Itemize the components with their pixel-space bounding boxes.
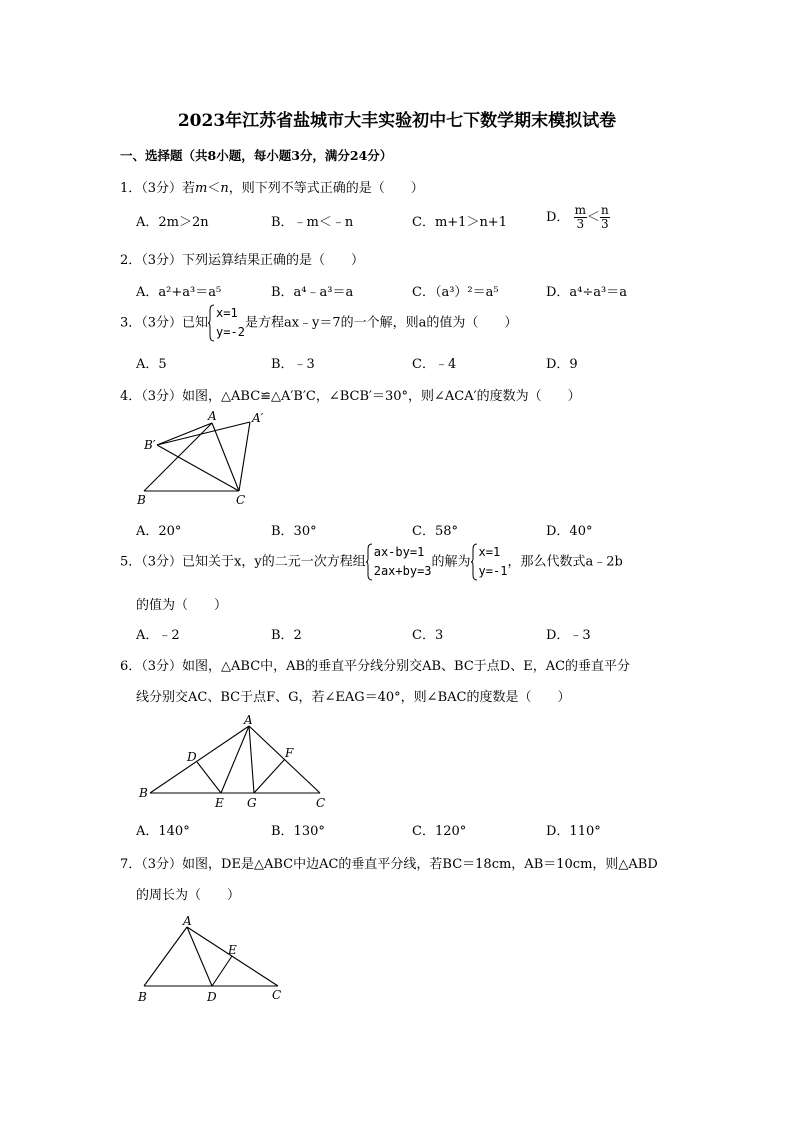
q6-option-a[interactable]: A．140°: [136, 824, 190, 839]
q1-d-den2: 3: [601, 217, 609, 231]
q3-post: 是方程ax﹣y＝7的一个解，则a的值为（ ）: [244, 315, 518, 331]
q6-figure: [130, 711, 340, 813]
q1-d-label: D．: [546, 210, 570, 225]
q4-option-b[interactable]: B．30°: [271, 524, 317, 539]
q1-option-a[interactable]: A．2m＞2n: [136, 215, 209, 230]
q1-d-num2: n: [600, 203, 609, 217]
brace-icon: [366, 543, 373, 581]
q4-label-a-prime: A′: [252, 411, 264, 425]
q3-system: [208, 304, 245, 342]
q1-pre: 1．（3分）若: [120, 181, 196, 196]
q1-lt: ＜: [207, 181, 221, 196]
exam-title: 2023年江苏省盐城市大丰实验初中七下数学期末模拟试卷: [177, 111, 617, 131]
question-2: 2．（3分）下列运算结果正确的是（ ）: [120, 253, 365, 268]
q5-option-d[interactable]: D．﹣3: [546, 628, 591, 643]
q5-post: ，那么代数式a﹣2b: [507, 554, 623, 570]
q5-sys1-row1: ax-by=1: [373, 545, 425, 559]
q5-option-b[interactable]: B．2: [271, 628, 302, 643]
q2-option-a[interactable]: A．a²+a³＝a⁵: [136, 285, 222, 300]
q7-label-d: D: [207, 990, 217, 1004]
q4-option-c[interactable]: C．58°: [412, 524, 458, 539]
q1-d-frac-2: [600, 204, 610, 231]
q3-option-c[interactable]: C．﹣4: [412, 357, 457, 372]
q5-sys1-row2: 2ax+by=3: [373, 564, 432, 578]
question-1: [120, 177, 424, 196]
question-7-line-2: 的周长为（ ）: [136, 888, 241, 903]
q2-option-d[interactable]: D．a⁴÷a³＝a: [546, 285, 627, 300]
q3-option-a[interactable]: A．5: [136, 357, 167, 372]
q5-sys2-row1: x=1: [478, 545, 501, 559]
q1-d-num1: m: [574, 203, 586, 217]
q5-mid: 的解为: [431, 554, 471, 570]
question-6-line-1: 6．（3分）如图，△ABC中，AB的垂直平分线分别交AB、BC于点D、E，AC的垂直平分: [120, 659, 631, 674]
q4-option-a[interactable]: A．20°: [136, 524, 182, 539]
q1-post: ，则下列不等式正确的是（ ）: [228, 181, 424, 196]
q1-d-den1: 3: [576, 217, 585, 231]
q4-label-b: B: [137, 493, 146, 507]
q6-label-f: F: [285, 746, 294, 760]
q6-option-c[interactable]: C．120°: [412, 824, 467, 839]
q6-label-b: B: [139, 786, 148, 800]
q6-label-a: A: [244, 713, 253, 727]
brace-icon: [208, 304, 215, 342]
q4-figure: [130, 408, 290, 513]
q5-pre: 5．（3分）已知关于x，y的二元一次方程组: [120, 554, 366, 570]
brace-icon: [471, 543, 478, 581]
q1-n: n: [220, 181, 229, 196]
q1-d-op: ＜: [586, 210, 600, 225]
q3-row2: y=-2: [216, 325, 245, 339]
question-3: [120, 304, 517, 342]
q6-label-c: C: [316, 796, 326, 810]
q1-option-b[interactable]: B．﹣m＜﹣n: [271, 215, 354, 230]
question-6-line-2: 线分别交AC、BC于点F、G，若∠EAG＝40°，则∠BAC的度数是（ ）: [136, 690, 571, 705]
q1-option-d[interactable]: [546, 204, 610, 231]
q7-label-b: B: [138, 990, 147, 1004]
q7-label-c: C: [272, 988, 282, 1002]
q6-label-g: G: [247, 796, 257, 810]
q6-option-b[interactable]: B．130°: [271, 824, 325, 839]
q5-system-1: [366, 543, 432, 581]
q3-option-b[interactable]: B．﹣3: [271, 357, 315, 372]
q4-label-b-prime: B′: [144, 438, 156, 452]
q1-option-c[interactable]: C．m+1＞n+1: [412, 215, 507, 230]
q2-option-c[interactable]: C．（a³）²＝a⁵: [412, 285, 499, 300]
q3-pre: 3．（3分）已知: [120, 315, 209, 331]
q4-label-a: A: [208, 409, 217, 423]
q7-label-e: E: [228, 943, 237, 957]
q3-row1: x=1: [216, 306, 238, 320]
question-7-line-1: 7．（3分）如图，DE是△ABC中边AC的垂直平分线，若BC＝18cm，AB＝10cm，则△ABD: [120, 857, 658, 872]
q7-figure: [130, 912, 290, 1004]
q5-option-a[interactable]: A．﹣2: [136, 628, 180, 643]
section-heading: 一、选择题（共8小题，每小题3分，满分24分）: [120, 148, 393, 163]
q7-label-a: A: [183, 914, 192, 928]
q1-d-frac-1: [574, 204, 587, 231]
q1-m: m: [195, 181, 208, 196]
q2-option-b[interactable]: B．a⁴﹣a³＝a: [271, 285, 354, 300]
q6-label-d: D: [187, 750, 197, 764]
q6-label-e: E: [215, 796, 224, 810]
q5-sys2-row2: y=-1: [478, 564, 508, 578]
q6-option-d[interactable]: D．110°: [546, 824, 601, 839]
q5-line-2: 的值为（ ）: [136, 598, 228, 613]
q4-label-c: C: [236, 493, 246, 507]
q5-option-c[interactable]: C．3: [412, 628, 444, 643]
q3-option-d[interactable]: D．9: [546, 357, 578, 372]
question-4: 4．（3分）如图，△ABC≌△A′B′C，∠BCB′＝30°，则∠ACA′的度数为（ ）: [120, 389, 581, 404]
q4-option-d[interactable]: D．40°: [546, 524, 593, 539]
question-5: [120, 543, 623, 581]
q5-system-2: [471, 543, 508, 581]
